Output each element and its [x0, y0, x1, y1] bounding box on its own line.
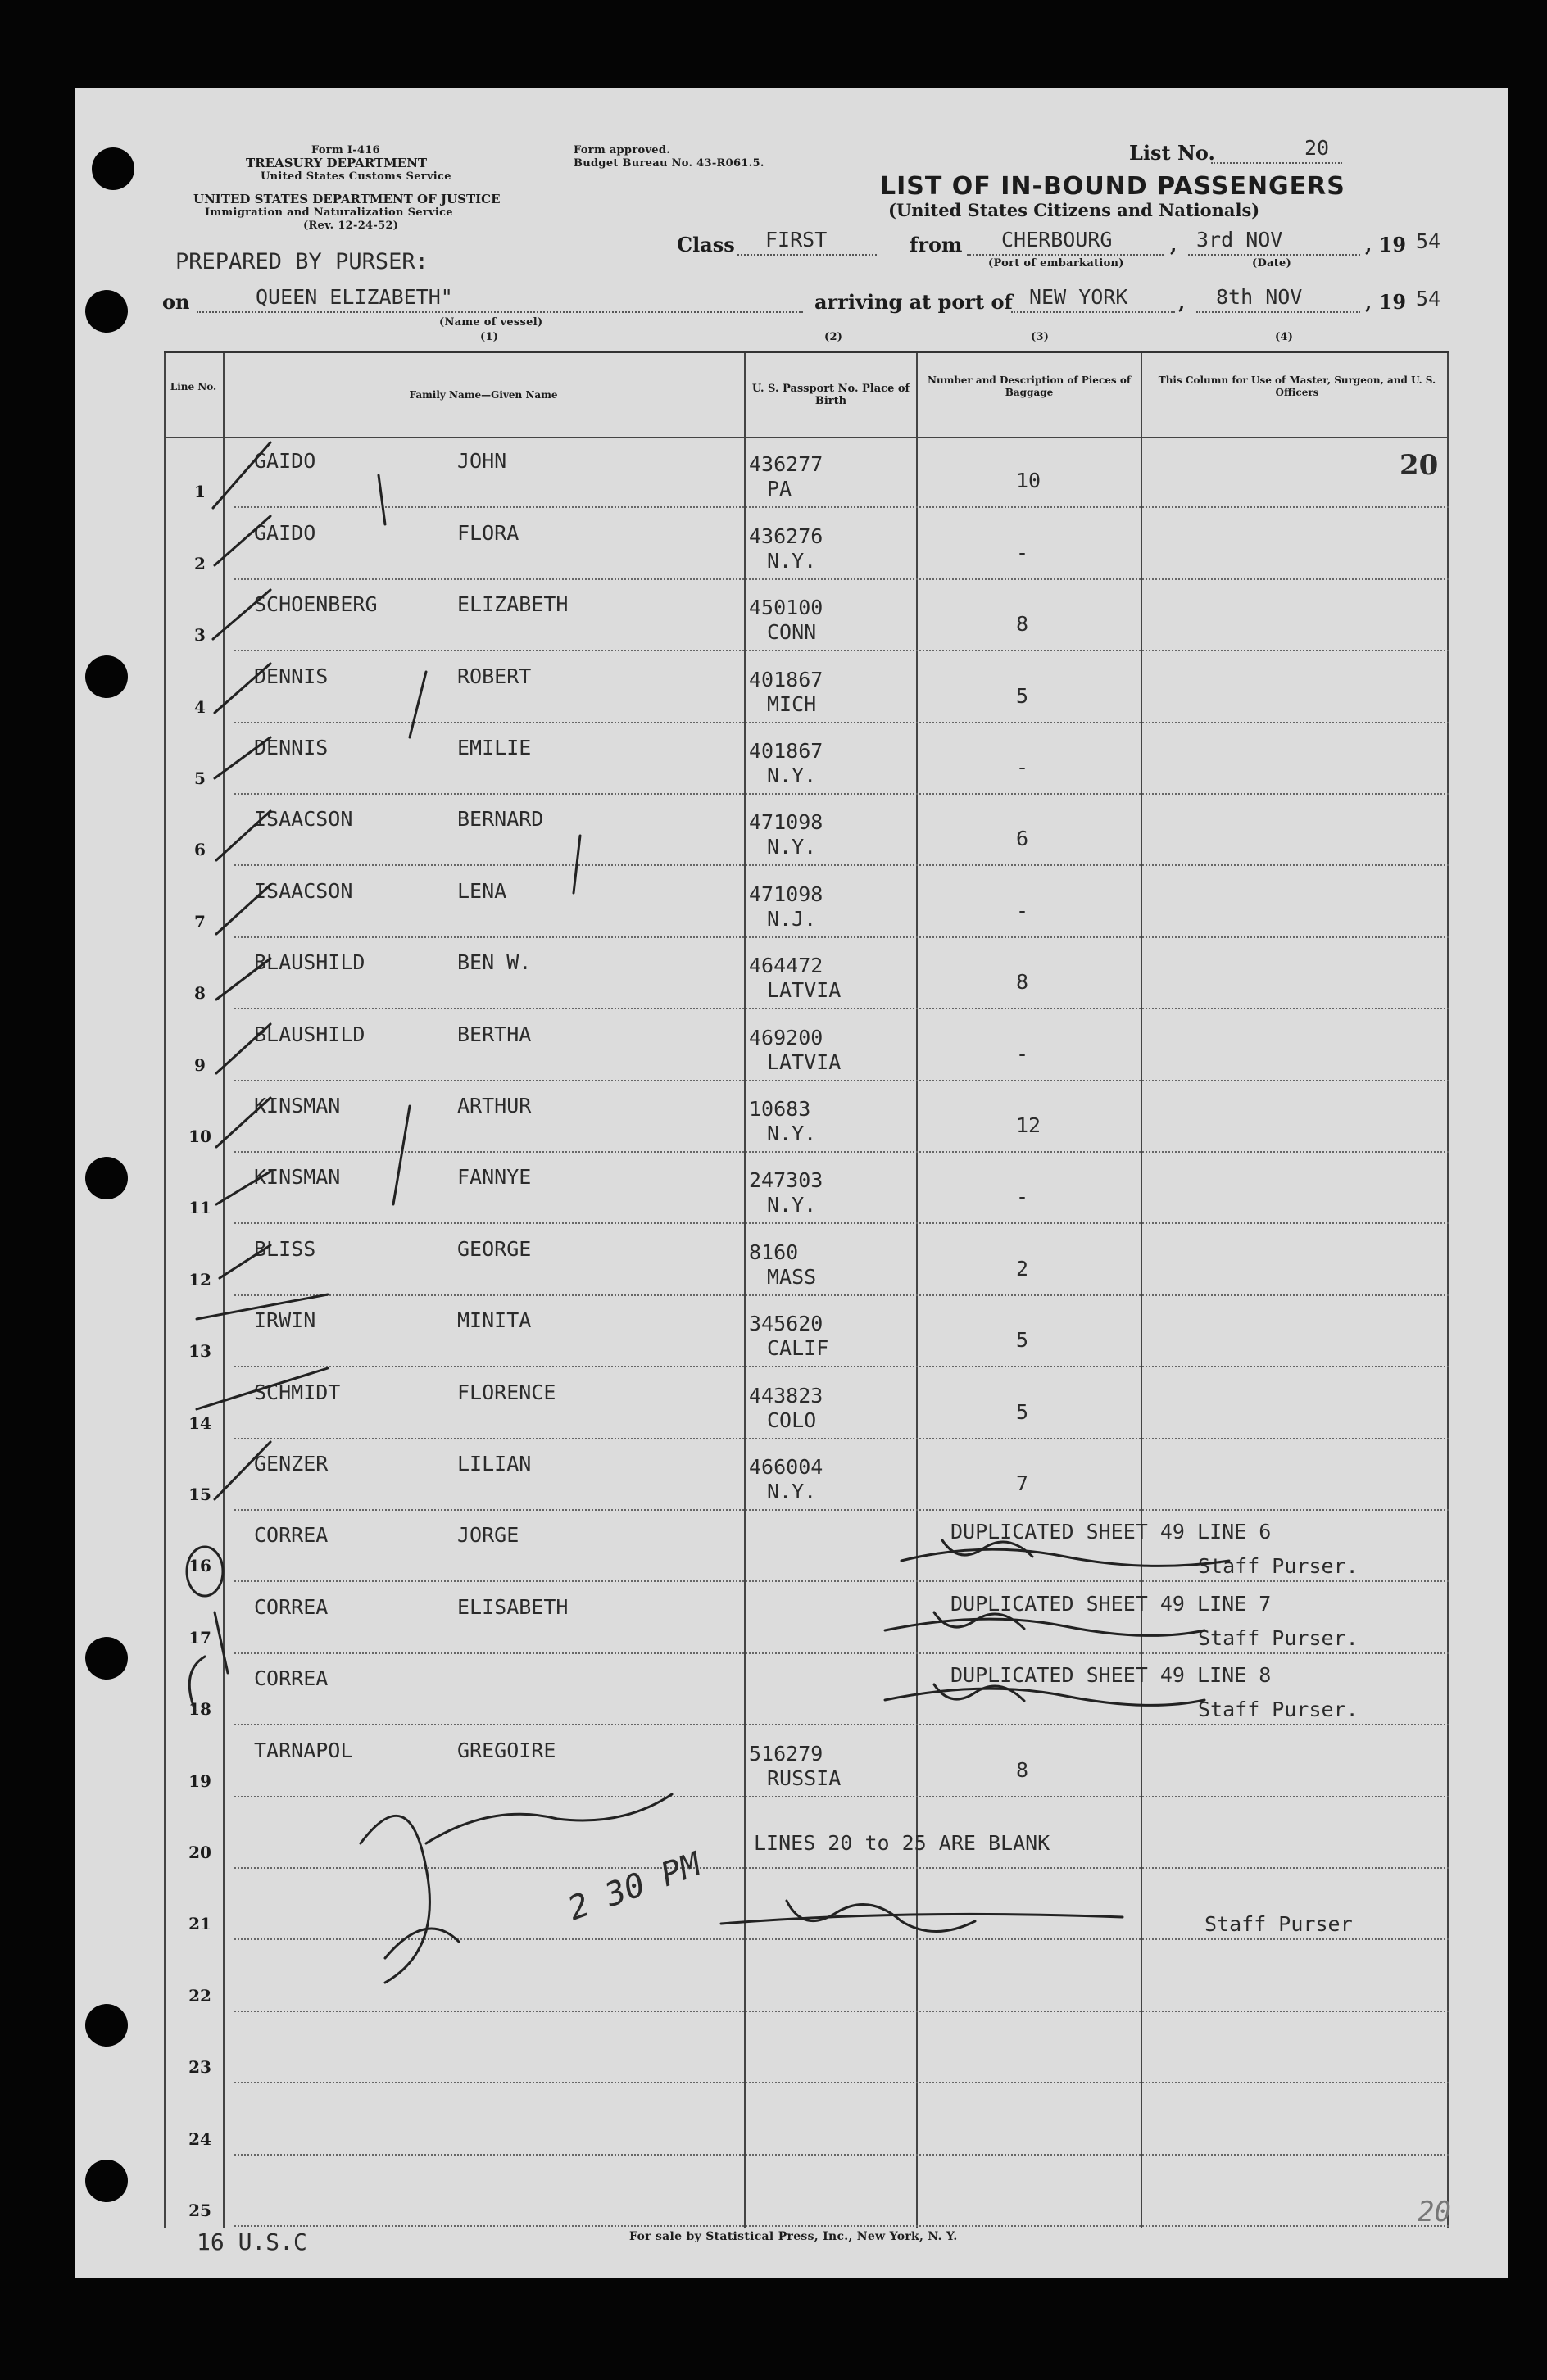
passport-number: 436276: [749, 524, 823, 548]
line-number: 5: [194, 768, 206, 788]
statute-code: 16 U.S.C: [197, 2228, 307, 2255]
caption-2: (2): [824, 331, 843, 343]
budget-bureau: Budget Bureau No. 43-R061.5.: [574, 157, 764, 170]
baggage-count: 10: [1016, 469, 1041, 493]
blank-lines-note: LINES 20 to 25 ARE BLANK: [754, 1831, 1050, 1855]
purser-signature-caption: Staff Purser: [1204, 1912, 1353, 1937]
line-number: 7: [194, 911, 206, 932]
family-name: KINSMAN: [254, 1165, 341, 1190]
line-number: 10: [188, 1127, 211, 1146]
family-name: GENZER: [254, 1452, 329, 1476]
given-name: LILIAN: [457, 1452, 532, 1476]
departure-date: 3rd NOV: [1196, 228, 1283, 252]
place-of-birth: N.Y.: [767, 1480, 817, 1503]
family-name: SCHMIDT: [254, 1380, 341, 1404]
line-number: 11: [188, 1198, 211, 1218]
place-of-birth: CALIF: [767, 1336, 829, 1361]
family-name: CORREA: [254, 1666, 329, 1691]
passport-number: 401867: [749, 739, 823, 763]
duplicated-note: DUPLICATED SHEET 49 LINE 6: [950, 1520, 1272, 1544]
form-title: LIST OF IN-BOUND PASSENGERS: [880, 172, 1345, 201]
given-name: JOHN: [457, 449, 507, 474]
family-name: BLAUSHILD: [254, 950, 365, 975]
line-number: 21: [188, 1914, 211, 1934]
family-name: GAIDO: [254, 520, 316, 545]
place-of-birth: N.Y.: [767, 548, 817, 573]
prepared-by-purser: PREPARED BY PURSER:: [175, 249, 429, 274]
family-name: CORREA: [254, 1523, 329, 1548]
ins-service: Immigration and Naturalization Service: [205, 206, 453, 219]
arrival-year: 54: [1416, 287, 1441, 311]
line-number: 13: [188, 1341, 211, 1362]
place-of-birth: LATVIA: [767, 1049, 842, 1074]
given-name: FLORA: [457, 520, 519, 545]
passport-number: 345620: [749, 1312, 823, 1336]
given-name: BEN W.: [457, 950, 532, 975]
baggage-count: -: [1016, 1041, 1029, 1066]
passport-number: 516279: [749, 1741, 823, 1766]
form-subtitle: (United States Citizens and Nationals): [888, 200, 1260, 220]
passport-number: 471098: [749, 810, 823, 835]
arrival-date: 8th NOV: [1216, 285, 1303, 309]
family-name: DENNIS: [254, 664, 329, 688]
given-name: ROBERT: [457, 664, 532, 688]
place-of-birth: N.J.: [767, 906, 817, 931]
port-embark-caption: (Port of embarkation): [988, 257, 1124, 270]
line-number: 9: [194, 1054, 206, 1075]
given-name: ELISABETH: [457, 1594, 569, 1619]
departure-year: 54: [1416, 229, 1441, 253]
family-name: IRWIN: [254, 1308, 316, 1333]
port-of-embarkation: CHERBOURG: [1001, 228, 1113, 252]
officer-mark: 20: [1400, 449, 1439, 483]
baggage-count: -: [1016, 540, 1029, 564]
line-number: 17: [188, 1627, 211, 1648]
line-number: 4: [194, 696, 206, 717]
passport-number: 450100: [749, 596, 823, 620]
printer-credit: For sale by Statistical Press, Inc., New York, N. Y.: [629, 2230, 958, 2243]
given-name: LENA: [457, 878, 507, 903]
class-label: Class: [677, 233, 735, 256]
baggage-count: -: [1016, 898, 1029, 923]
on-label: on: [162, 290, 190, 314]
place-of-birth: MASS: [767, 1264, 817, 1289]
given-name: EMILIE: [457, 736, 532, 759]
passport-number: 401867: [749, 667, 823, 691]
form-approved: Form approved.: [574, 144, 671, 156]
place-of-birth: N.Y.: [767, 1122, 817, 1145]
class-value: FIRST: [765, 228, 828, 252]
baggage-count: 5: [1016, 1328, 1029, 1353]
place-of-birth: N.Y.: [767, 1193, 817, 1217]
line-number: 14: [188, 1412, 211, 1433]
family-name: GAIDO: [254, 449, 316, 474]
given-name: GREGOIRE: [457, 1738, 556, 1762]
revision-date: (Rev. 12-24-52): [303, 220, 399, 232]
line-number: 16: [188, 1556, 211, 1576]
place-of-birth: MICH: [767, 691, 817, 716]
place-of-birth: PA: [767, 477, 792, 501]
line-number: 2: [194, 553, 206, 573]
time-stamp-handwritten: 2 30 PM: [563, 1845, 706, 1929]
family-name: BLISS: [254, 1236, 316, 1261]
line-number: 15: [188, 1485, 211, 1504]
given-name: FLORENCE: [457, 1380, 556, 1404]
given-name: MINITA: [457, 1308, 532, 1333]
caption-4: (4): [1275, 331, 1294, 343]
purser-caption: Staff Purser.: [1198, 1625, 1359, 1650]
arrival-port: NEW YORK: [1029, 285, 1128, 309]
passport-number: 8160: [749, 1240, 799, 1264]
passport-number: 10683: [749, 1097, 811, 1121]
place-of-birth: LATVIA: [767, 978, 842, 1003]
customs-service: United States Customs Service: [261, 170, 451, 183]
line-number: 19: [188, 1770, 211, 1791]
place-of-birth: N.Y.: [767, 764, 817, 787]
family-name: BLAUSHILD: [254, 1022, 365, 1046]
line-number: 12: [188, 1269, 211, 1290]
page-mark: 20: [1418, 2196, 1451, 2228]
date-caption: (Date): [1252, 257, 1292, 270]
baggage-count: 6: [1016, 827, 1029, 851]
baggage-count: 5: [1016, 683, 1029, 708]
vessel-name: QUEEN ELIZABETH": [256, 285, 453, 309]
family-name: KINSMAN: [254, 1094, 341, 1117]
passport-number: 436277: [749, 452, 823, 477]
line-number: 8: [194, 983, 206, 1004]
baggage-count: 12: [1016, 1113, 1041, 1137]
given-name: GEORGE: [457, 1236, 532, 1261]
col-passport: U. S. Passport No. Place of Birth: [751, 383, 910, 407]
family-name: CORREA: [254, 1594, 329, 1619]
family-name: ISAACSON: [254, 878, 353, 903]
line-number: 20: [188, 1843, 211, 1862]
baggage-count: 2: [1016, 1256, 1029, 1281]
given-name: BERTHA: [457, 1022, 532, 1046]
duplicated-note: DUPLICATED SHEET 49 LINE 8: [950, 1663, 1272, 1688]
baggage-count: 5: [1016, 1399, 1029, 1424]
family-name: TARNAPOL: [254, 1738, 353, 1762]
justice-dept: UNITED STATES DEPARTMENT OF JUSTICE: [193, 192, 501, 206]
caption-1: (1): [480, 331, 499, 343]
purser-caption: Staff Purser.: [1198, 1698, 1359, 1722]
list-no-value: 20: [1304, 136, 1330, 160]
arriving-label: arriving at port of: [814, 290, 1013, 314]
given-name: ELIZABETH: [457, 592, 569, 617]
line-number: 18: [188, 1699, 211, 1720]
arrival-year-prefix: , 19: [1365, 290, 1407, 314]
place-of-birth: COLO: [767, 1408, 817, 1432]
line-number: 1: [194, 482, 206, 502]
form-number: Form I-416: [311, 144, 380, 156]
line-number: 25: [188, 2201, 211, 2220]
passport-number: 471098: [749, 882, 823, 906]
place-of-birth: N.Y.: [767, 835, 817, 859]
given-name: JORGE: [457, 1523, 519, 1548]
place-of-birth: CONN: [767, 620, 817, 645]
treasury-dept: TREASURY DEPARTMENT: [246, 156, 428, 170]
family-name: ISAACSON: [254, 807, 353, 832]
given-name: ARTHUR: [457, 1094, 532, 1117]
baggage-count: -: [1016, 1185, 1029, 1209]
passport-number: 443823: [749, 1383, 823, 1408]
list-no-label: List No.: [1129, 141, 1215, 165]
purser-caption: Staff Purser.: [1198, 1554, 1359, 1579]
vessel-caption: (Name of vessel): [439, 316, 543, 329]
passport-number: 466004: [749, 1455, 823, 1479]
baggage-count: 8: [1016, 1757, 1029, 1782]
caption-3: (3): [1031, 331, 1050, 343]
family-name: SCHOENBERG: [254, 592, 378, 617]
baggage-count: 8: [1016, 612, 1029, 637]
line-number: 22: [188, 1985, 211, 2006]
col-baggage: Number and Description of Pieces of Baggage: [928, 374, 1131, 398]
passport-number: 469200: [749, 1025, 823, 1049]
family-name: DENNIS: [254, 736, 329, 759]
passport-number: 247303: [749, 1168, 823, 1193]
col-name: Family Name—Given Name: [409, 389, 558, 401]
col-officers: This Column for Use of Master, Surgeon, and U. S. Officers: [1158, 374, 1436, 398]
baggage-count: 7: [1016, 1471, 1029, 1495]
line-number: 3: [194, 625, 206, 646]
baggage-count: -: [1016, 755, 1029, 779]
place-of-birth: RUSSIA: [767, 1766, 842, 1790]
col-line-no: Line No.: [170, 381, 217, 392]
given-name: FANNYE: [457, 1165, 532, 1190]
passport-number: 464472: [749, 954, 823, 978]
duplicated-note: DUPLICATED SHEET 49 LINE 7: [950, 1591, 1272, 1616]
line-number: 23: [188, 2057, 211, 2078]
line-number: 6: [194, 840, 206, 860]
given-name: BERNARD: [457, 807, 544, 832]
year-prefix: , 19: [1365, 233, 1407, 256]
line-number: 24: [188, 2128, 211, 2149]
from-label: from: [910, 233, 963, 256]
baggage-count: 8: [1016, 970, 1029, 995]
